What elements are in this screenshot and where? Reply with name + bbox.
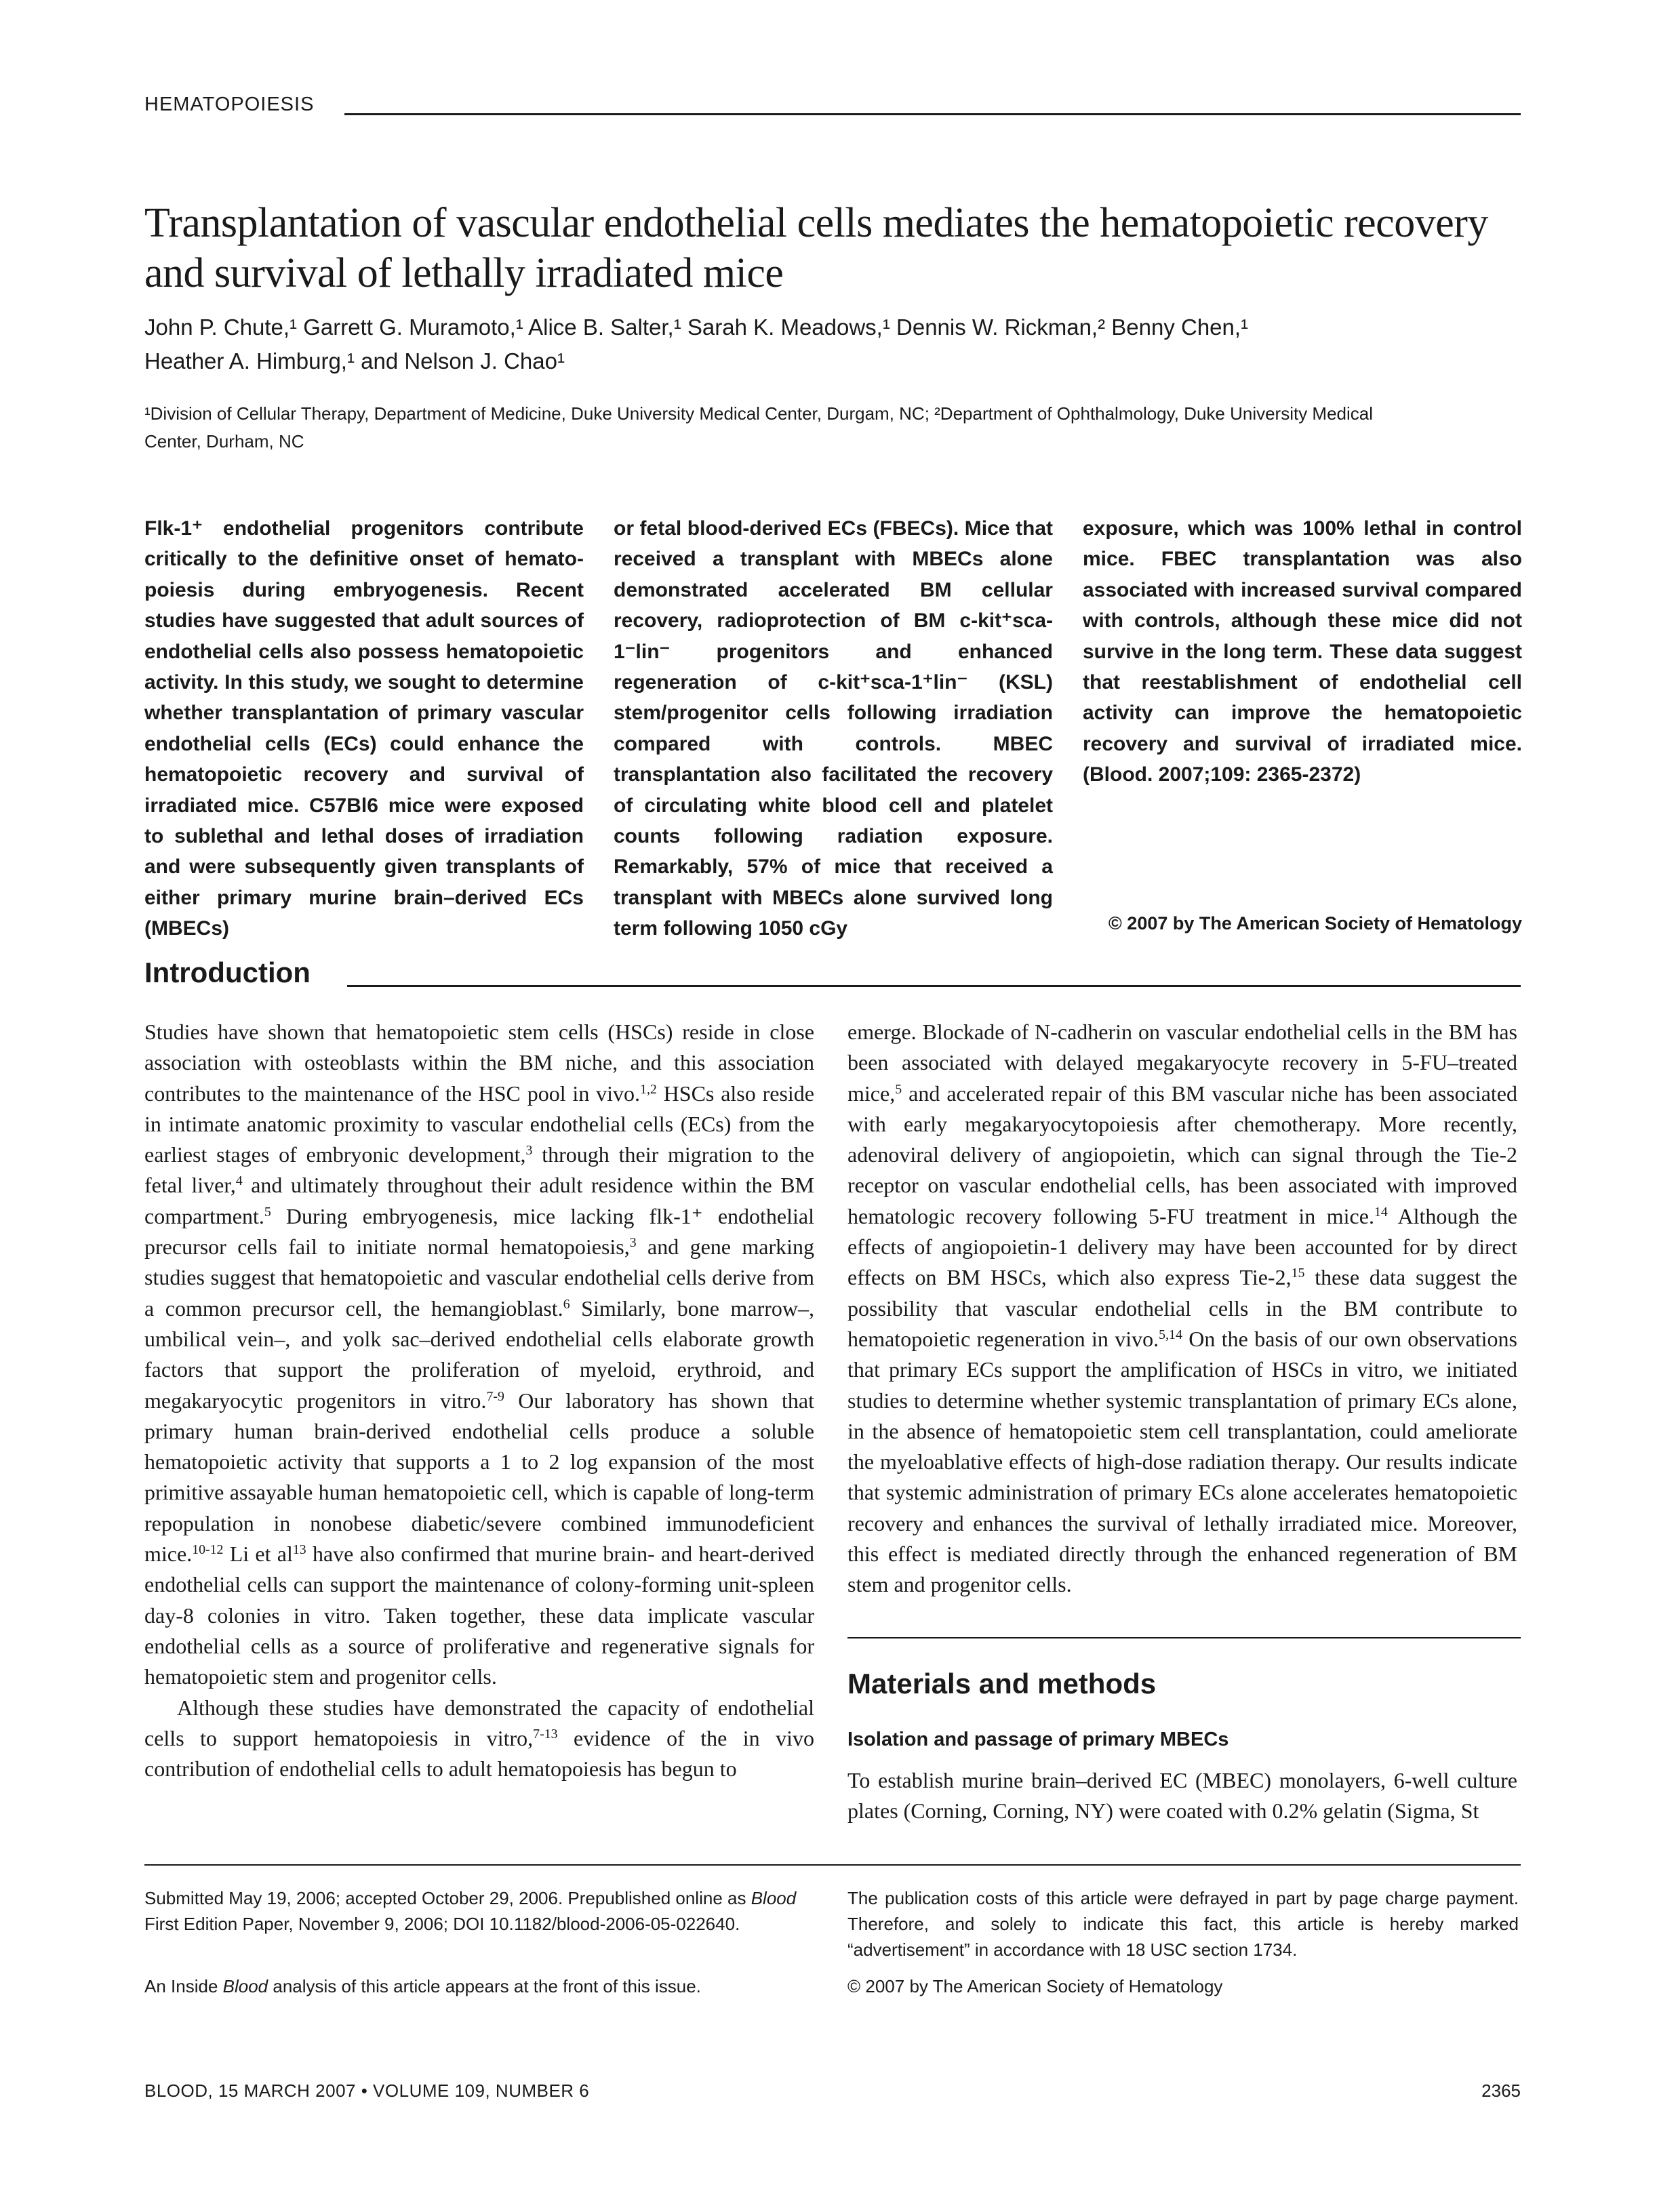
citation-ref[interactable]: 7-13 xyxy=(533,1726,558,1742)
author-line-1: John P. Chute,¹ Garrett G. Muramoto,¹ Alice B. Salter,¹ Sarah K. Meadows,¹ Dennis W. Rickman,² Benny Chen,¹ xyxy=(144,315,1249,340)
footnote-copyright: © 2007 by The American Society of Hematology xyxy=(847,1976,1223,1996)
citation-ref[interactable]: 4 xyxy=(235,1173,243,1189)
header-rule xyxy=(344,113,1521,115)
citation-ref[interactable]: 15 xyxy=(1291,1266,1305,1281)
section-label: HEMATOPOIESIS xyxy=(144,94,315,115)
citation-ref[interactable]: 5,14 xyxy=(1159,1327,1182,1343)
intro-paragraph-2-continued: emerge. Blockade of N-cadherin on vascular endothelial cells in the BM has been associated with delayed megakaryocyte recovery in 5-FU–treated mice,$^5$ and accelerated repair of this BM vascular niche has been associated with early megakaryocytopoiesis after chemotherapy. More recently, adenoviral delivery of angiopoietin, which can signal through the Tie-2 receptor on vascular endothelial cells, has been associated with improved hematologic recovery following 5-FU treatment in mice.$^{14}$ Although the effects of angiopoietin-1 delivery may have been accounted for by direct effects on BM HSCs, which also express Tie-2,15 these data suggest the possibility that vascular endothelial cells in the BM contribute to hematopoietic regeneration in vivo.$^{5,14}$ On the basis of our own observations that primary ECs support the amplification of HSCs in vitro, we initiated studies to determine whether systemic transplantation of primary ECs alone, in the absence of hematopoietic stem cell transplantation, could ameliorate the myeloablative effects of high-dose radiation therapy. Our results indicate that systemic administration of primary ECs alone accelerates hematopoietic recovery and enhances the survival of lethally irradiated mice. Moreover, this effect is mediated directly through the enhanced regeneration of BM stem and progenitor cells. xyxy=(847,1020,1518,1597)
introduction-column-1 xyxy=(144,1017,814,1784)
page-number: 2365 xyxy=(1481,2080,1521,2101)
affiliations xyxy=(144,400,1521,456)
citation-ref[interactable]: 3 xyxy=(629,1235,637,1251)
abstract-copyright: © 2007 by The American Society of Hematology xyxy=(1108,913,1522,933)
affiliation-line-2: Center, Durham, NC xyxy=(144,431,304,451)
introduction-column-2 xyxy=(847,1017,1517,1601)
citation-ref[interactable]: 3 xyxy=(525,1143,533,1159)
publication-costs-note: The publication costs of this article were defrayed in part by page charge payment. Therefore, and solely to indicate this fact, this article is hereby marked “advertisement” in accordance with 18 USC section 1734. xyxy=(847,1888,1519,1960)
footnote-rule xyxy=(144,1864,1521,1866)
citation-ref[interactable]: 5 xyxy=(895,1081,902,1097)
inside-blood-note: An Inside Blood analysis of this article appears at the front of this issue. xyxy=(144,1976,701,1996)
abstract-column-2: or fetal blood-derived ECs (FBECs). Mice that received a transplant with MBECs alone demonstrated accelerated BM cellular recovery, radioprotection of BM c-kit⁺sca-1⁻lin⁻ progenitors and enhanced regeneration of c-kit⁺sca-1⁺lin⁻ (KSL) stem/progenitor cells following irradiation compared with controls. MBEC transplantation also facilitated the recovery of circulating white blood cell and platelet counts following radiation exposure. Remarkably, 57% of mice that received a transplant with MBECs alone survived long term following 1050 cGy xyxy=(614,517,1053,940)
introduction-rule xyxy=(347,985,1521,987)
abstract-column-3: exposure, which was 100% lethal in control mice. FBEC transplantation was also associated with increased survival compared with controls, although these mice did not survive in the long term. These data suggest that reestablishment of endothelial cell activity can improve the hematopoietic recovery and survival of irradiated mice. (Blood. 2007;109: 2365-2372) xyxy=(1083,517,1522,786)
intro-paragraph-1: Studies have shown that hematopoietic stem cells (HSCs) reside in close association with osteoblasts within the BM niche, and this association contributes to the maintenance of the HSC pool in vivo.$^{1,2}$ HSCs also reside in intimate anatomic proximity to vascular endothelial cells (ECs) from the earliest stages of embryonic development,$^3$ through their migration to the fetal liver,$^4$ and ultimately throughout their adult residence within the BM compartment.$^5$ During embryogenesis, mice lacking flk-1⁺ endothelial precursor cells fail to initiate normal hematopoiesis,$^3$ and gene marking studies suggest that hematopoietic and vascular endothelial cells derive from a common precursor cell, the hemangioblast.$^6$ Similarly, bone marrow–, umbilical vein–, and yolk sac–derived endothelial cells elaborate growth factors that support the proliferation of myeloid, erythroid, and megakaryocytic progenitors in vitro.$^{7-9}$ Our laboratory has shown that primary human brain-derived endothelial cells produce a soluble hematopoietic activity that supports a 1 to 2 log expansion of the most primitive assayable human hematopoietic cell, which is capable of long-term repopulation in nonobese diabetic/severe combined immunodeficient mice.$^{10-12}$ Li et $al^{13}$ have also confirmed that murine brain- and heart-derived endothelial cells can support the maintenance of colony-forming unit-spleen day-8 colonies in vitro. Taken together, these data implicate vascular endothelial cells as a source of proliferative and regenerative signals for hematopoietic stem and progenitor cells. xyxy=(144,1020,815,1689)
article-title: Transplantation of vascular endothelial cells mediates the hematopoietic recovery and survival of lethally irradiated mice xyxy=(144,200,1488,296)
citation-ref[interactable]: 7-9 xyxy=(486,1388,504,1404)
citation-ref[interactable]: 5 xyxy=(264,1204,271,1220)
abstract-column-1: Flk-1⁺ endothelial progenitors contribute critically to the definitive onset of hematopoiesis during embryogenesis. Recent studies have suggested that adult sources of endothelial cells also possess hematopoietic activity. In this study, we sought to determine whether transplantation of primary vascular endothelial cells (ECs) could enhance the hematopoietic recovery and survival of irradiated mice. C57Bl6 mice were exposed to sublethal and lethal doses of irradiation and were subsequently given transplants of either primary murine brain–derived ECs (MBECs) xyxy=(144,517,584,940)
author-line-2: Heather A. Himburg,¹ and Nelson J. Chao¹ xyxy=(144,348,565,374)
methods-text xyxy=(847,1765,1517,1827)
methods-subheading: Isolation and passage of primary MBECs xyxy=(847,1729,1229,1750)
citation-ref[interactable]: 6 xyxy=(563,1296,570,1312)
methods-paragraph: To establish murine brain–derived EC (MBEC) monolayers, 6-well culture plates (Corning, Corning, NY) were coated with 0.2% gelatin (Sigma, St xyxy=(847,1768,1517,1824)
methods-heading: Materials and methods xyxy=(847,1668,1157,1700)
author-list xyxy=(144,310,1541,378)
citation-ref[interactable]: 14 xyxy=(1374,1204,1388,1220)
introduction-heading: Introduction xyxy=(144,957,311,988)
journal-footer: BLOOD, 15 MARCH 2007 • VOLUME 109, NUMBER 6 xyxy=(144,2080,590,2101)
citation-ref[interactable]: 10-12 xyxy=(192,1542,224,1558)
citation-ref[interactable]: 13 xyxy=(292,1542,306,1558)
submission-note: Submitted May 19, 2006; accepted October 29, 2006. Prepublished online as Blood First Edition Paper, November 9, 2006; DOI 10.1182/blood-2006-05-022640. xyxy=(144,1888,797,1934)
methods-rule xyxy=(847,1637,1521,1638)
intro-paragraph-2: Although these studies have demonstrated the capacity of endothelial cells to support hematopoiesis in vitro,$^{7-13}$ evidence of the in vivo contribution of endothelial cells to adult hematopoiesis has begun to xyxy=(144,1695,815,1782)
citation-ref[interactable]: 1,2 xyxy=(640,1081,657,1097)
affiliation-line-1: ¹Division of Cellular Therapy, Department of Medicine, Duke University Medical Center, Durgam, NC; ²Department of Ophthalmology, Duke University Medical xyxy=(144,403,1374,424)
